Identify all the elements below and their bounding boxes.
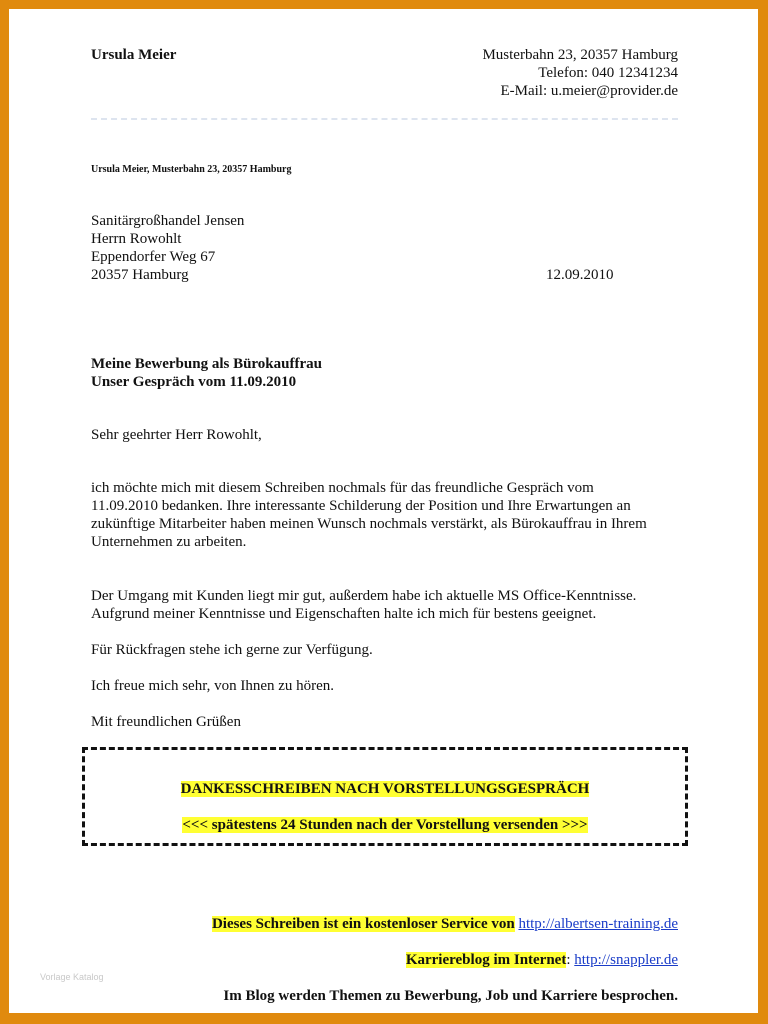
subject-line-1: Meine Bewerbung als Bürokauffrau <box>91 356 322 372</box>
recipient-street: Eppendorfer Weg 67 <box>91 249 216 265</box>
sender-address-block <box>482 46 678 100</box>
letter-date: 12.09.2010 <box>546 267 614 283</box>
sender-phone: Telefon: 040 12341234 <box>538 65 678 81</box>
body-line: Unternehmen zu arbeiten. <box>91 534 247 550</box>
body-line: 11.09.2010 bedanken. Ihre interessante Schilderung der Position und Ihre Erwartungen an <box>91 498 631 514</box>
salutation: Sehr geehrter Herr Rowohlt, <box>91 427 262 443</box>
footer-blog-note: Im Blog werden Themen zu Bewerbung, Job und Karriere besprochen. <box>223 988 678 1004</box>
blog-colon: : <box>566 952 571 968</box>
recipient-company: Sanitärgroßhandel Jensen <box>91 213 245 229</box>
sender-street: Musterbahn 23, 20357 Hamburg <box>482 47 678 63</box>
notice-title: DANKESSCHREIBEN NACH VORSTELLUNGSGESPRÄCH <box>180 781 590 797</box>
footer-blog-line <box>406 951 678 969</box>
body-line: ich möchte mich mit diesem Schreiben nochmals für das freundliche Gespräch vom <box>91 480 594 496</box>
sender-email: E-Mail: u.meier@provider.de <box>500 83 678 99</box>
subject-line-2: Unser Gespräch vom 11.09.2010 <box>91 374 297 390</box>
service-link[interactable]: http://albertsen-training.de <box>518 916 678 932</box>
body-line: zukünftige Mitarbeiter haben meinen Wunsch nochmals verstärkt, als Bürokauffrau in Ihrem <box>91 516 647 532</box>
service-text: Dieses Schreiben ist ein kostenloser Service von <box>211 916 515 932</box>
letter-page <box>9 9 758 1013</box>
closing-formula: Mit freundlichen Grüßen <box>91 714 241 730</box>
recipient-address-block <box>91 212 244 284</box>
notice-box <box>82 747 688 846</box>
notice-subtitle: <<< spätestens 24 Stunden nach der Vorstellung versenden >>> <box>182 817 588 833</box>
paragraph-looking-forward: Ich freue mich sehr, von Ihnen zu hören. <box>91 678 335 694</box>
recipient-city: 20357 Hamburg <box>91 267 189 283</box>
header-divider <box>91 118 678 120</box>
subject-block <box>91 355 322 391</box>
notice-subtitle-wrap <box>85 816 685 834</box>
return-address-line: Ursula Meier, Musterbahn 23, 20357 Hamburg <box>91 164 292 175</box>
paragraph-questions: Für Rückfragen stehe ich gerne zur Verfügung. <box>91 642 373 658</box>
notice-title-wrap <box>85 780 685 798</box>
recipient-person: Herrn Rowohlt <box>91 231 182 247</box>
blog-text: Karriereblog im Internet <box>405 952 567 968</box>
footer-service-line <box>212 915 678 933</box>
blog-link[interactable]: http://snappler.de <box>574 952 678 968</box>
sender-name: Ursula Meier <box>91 47 177 63</box>
body-line: Der Umgang mit Kunden liegt mir gut, außerdem habe ich aktuelle MS Office-Kenntnisse. <box>91 588 637 604</box>
letter-body <box>91 461 691 731</box>
watermark-text: Vorlage Katalog <box>40 972 104 982</box>
body-line: Aufgrund meiner Kenntnisse und Eigenschaften halte ich mich für bestens geeignet. <box>91 606 597 622</box>
